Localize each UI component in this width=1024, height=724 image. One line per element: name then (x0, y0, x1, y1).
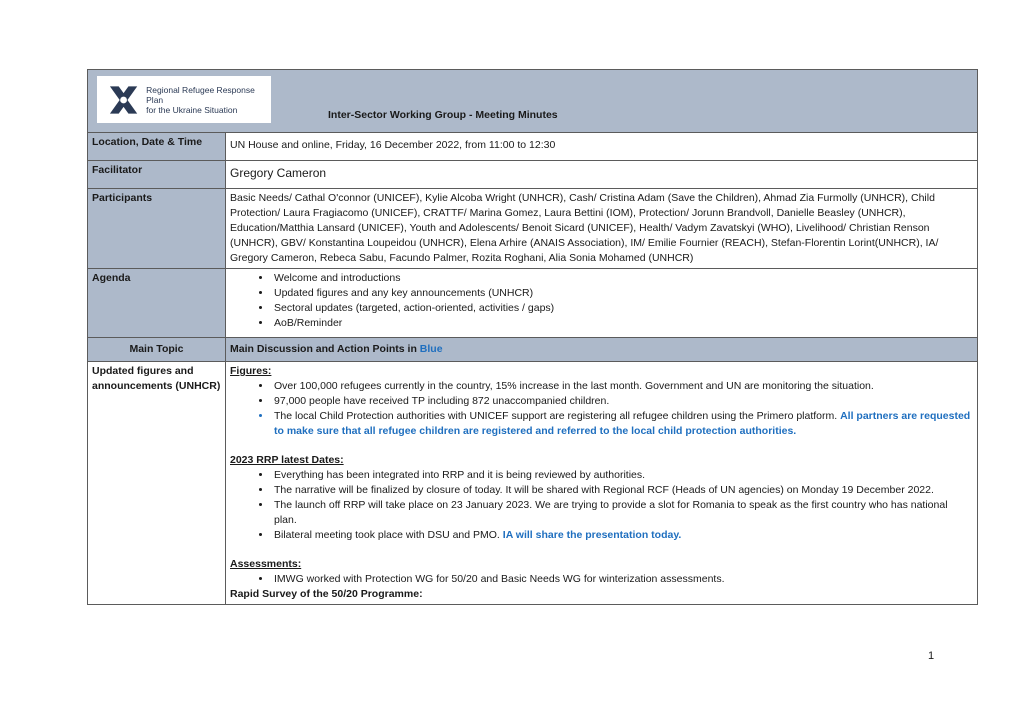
agenda-cell (226, 269, 978, 338)
document-title: Inter-Sector Working Group - Meeting Minutes (328, 109, 558, 121)
facilitator-value: Gregory Cameron (226, 161, 978, 189)
assessments-title: Assessments: (230, 558, 302, 570)
agenda-item: • Welcome and introductions (272, 271, 973, 286)
figures-item-text: The local Child Protection authorities with UNICEF support are registering all refugee children using the Primero platform. (274, 410, 841, 422)
main-discussion-color-word: Blue (419, 343, 443, 355)
figures-item: • 97,000 people have received TP including 872 unaccompanied children. (272, 394, 973, 409)
rrp-item: • The narrative will be finalized by closure of today. It will be shared with Regional RCF (Heads of UN agencies) on Monday 19 December 2022. (272, 483, 973, 498)
assessments-item: • IMWG worked with Protection WG for 50/20 and Basic Needs WG for winterization assessments. (272, 572, 973, 587)
agenda-item: • Sectoral updates (targeted, action-oriented, activities / gaps) (272, 301, 973, 316)
figures-item: • Over 100,000 refugees currently in the country, 15% increase in the last month. Government and UN are monitoring the situation. (272, 379, 973, 394)
main-topic-label: Main Topic (88, 338, 226, 362)
agenda-label: Agenda (88, 269, 226, 338)
rrp-item: • Everything has been integrated into RRP and it is being reviewed by authorities. (272, 468, 973, 483)
participants-value: Basic Needs/ Cathal O'connor (UNICEF), Kylie Alcoba Wright (UNHCR), Cash/ Cristina Adam (Save the Children), Ahmad Zia Furmolly (UNHCR), Child Protection/ Laura Fragiacomo (UNICEF), CRATTF/ Marina Gomez, Laura Bettini (IOM), Protection/ Jorunn Brandvoll, Danielle Beasley (UNHCR), Education/Matthia Lansard (UNICEF), Youth and Adolescents/ Benoit Sicard (UNICEF), Health/ Vadym Zavatskyi (WHO), Livelihood/ Christian Renson (UNHCR), GBV/ Konstantina Loupeidou (UNHCR), Elena Arhire (ANAIS Association), IM/ Emilie Fournier (REACH), Stefan-Florentin Lorint(UNHCR), IA/ Gregory Cameron, Rebeca Sabu, Facundo Palmer, Rozita Roghani, Alia Sonia Mohamed (UNHCR) (226, 189, 978, 269)
location-value: UN House and online, Friday, 16 December 2022, from 11:00 to 12:30 (226, 133, 978, 161)
page-number: 1 (928, 650, 935, 662)
rrp-dates-title: 2023 RRP latest Dates: (230, 454, 344, 466)
rrp-item: • The launch off RRP will take place on 23 January 2023. We are trying to provide a slot for Romania to speak as the first country who has national plan. (272, 498, 973, 528)
logo-line-2: for the Ukraine Situation (146, 104, 238, 115)
agenda-item: • AoB/Reminder (272, 316, 973, 331)
main-discussion-prefix: Main Discussion and Action Points in (230, 343, 420, 355)
header-banner (88, 70, 978, 133)
facilitator-label: Facilitator (88, 161, 226, 189)
rrp-logo (97, 76, 271, 123)
main-discussion-header (226, 338, 978, 362)
updated-figures-content (226, 362, 978, 605)
updated-figures-label: Updated figures and announcements (UNHCR) (88, 362, 226, 605)
rapid-survey-title: Rapid Survey of the 50/20 Programme: (230, 588, 423, 600)
minutes-table (87, 69, 978, 605)
agenda-list (230, 271, 973, 331)
rrp-logo-icon (107, 83, 140, 117)
rrp-action-point: IA will share the presentation today. (502, 529, 682, 541)
figures-action-point: All partners are requested to make sure that all refugee children are registered and referred to the local child protection authorities. (274, 410, 971, 437)
agenda-item: • Updated figures and any key announcements (UNHCR) (272, 286, 973, 301)
figures-title: Figures: (230, 365, 272, 377)
assessments-list (230, 572, 973, 587)
figures-item (272, 409, 973, 439)
participants-label: Participants (88, 189, 226, 269)
rrp-item-text: Bilateral meeting took place with DSU and PMO. (274, 529, 503, 541)
logo-line-1: Regional Refugee Response Plan (146, 84, 255, 105)
rrp-dates-list (230, 468, 973, 543)
location-label: Location, Date & Time (88, 133, 226, 161)
rrp-item (272, 528, 973, 543)
figures-list (230, 379, 973, 439)
